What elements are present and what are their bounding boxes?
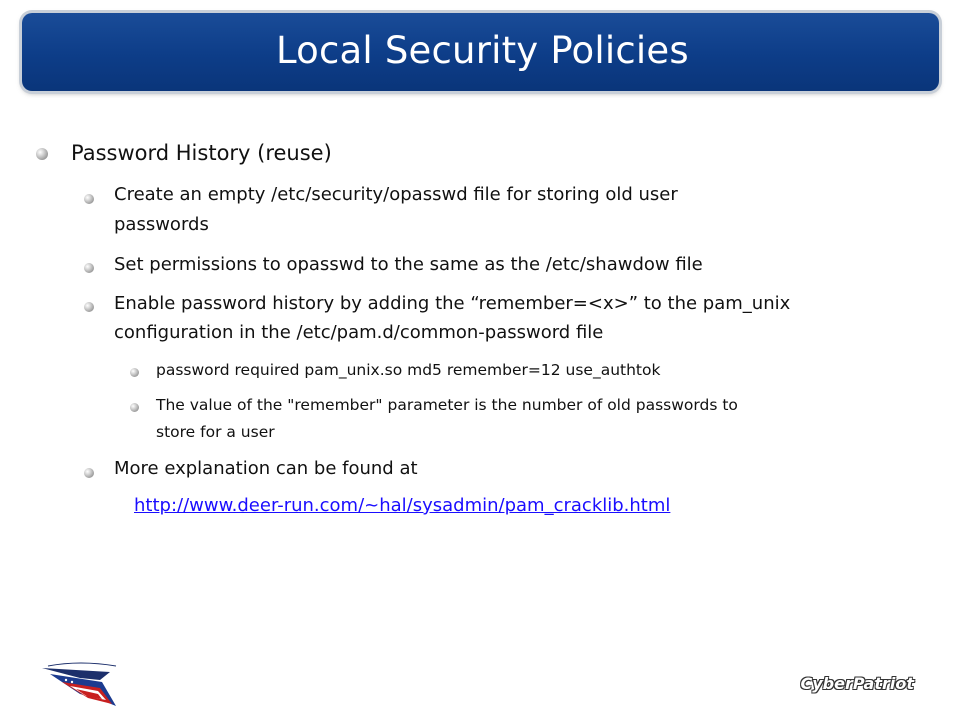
bullet-remember-value-line1: The value of the "remember" parameter is the number of old passwords to bbox=[156, 396, 738, 414]
bullet-more-explanation: More explanation can be found at bbox=[114, 458, 418, 479]
bullet-icon bbox=[84, 263, 94, 273]
cyberpatriot-brand-text: CyberPatriot bbox=[800, 674, 914, 693]
bullet-set-permissions: Set permissions to opasswd to the same as the /etc/shawdow file bbox=[114, 254, 703, 275]
bullet-create-opasswd-line1: Create an empty /etc/security/opasswd file for storing old user bbox=[114, 184, 678, 205]
bullet-icon bbox=[130, 368, 139, 377]
bullet-icon bbox=[84, 302, 94, 312]
slide-title: Local Security Policies bbox=[276, 29, 689, 72]
pam-cracklib-link[interactable]: http://www.deer-run.com/~hal/sysadmin/pam_cracklib.html bbox=[134, 495, 671, 516]
bullet-password-history: Password History (reuse) bbox=[71, 141, 332, 165]
bullet-remember-value-line2: store for a user bbox=[156, 423, 275, 441]
bullet-password-required: password required pam_unix.so md5 remember=12 use_authtok bbox=[156, 361, 661, 379]
bullet-icon bbox=[84, 194, 94, 204]
bullet-enable-history-line1: Enable password history by adding the “remember=<x>” to the pam_unix bbox=[114, 293, 791, 314]
bullet-icon bbox=[84, 468, 94, 478]
bullet-icon bbox=[130, 403, 139, 412]
cyberpatriot-eagle-logo-icon bbox=[40, 658, 130, 710]
bullet-create-opasswd-line2: passwords bbox=[114, 214, 209, 235]
bullet-icon bbox=[36, 148, 48, 160]
bullet-enable-history-line2: configuration in the /etc/pam.d/common-password file bbox=[114, 322, 604, 343]
